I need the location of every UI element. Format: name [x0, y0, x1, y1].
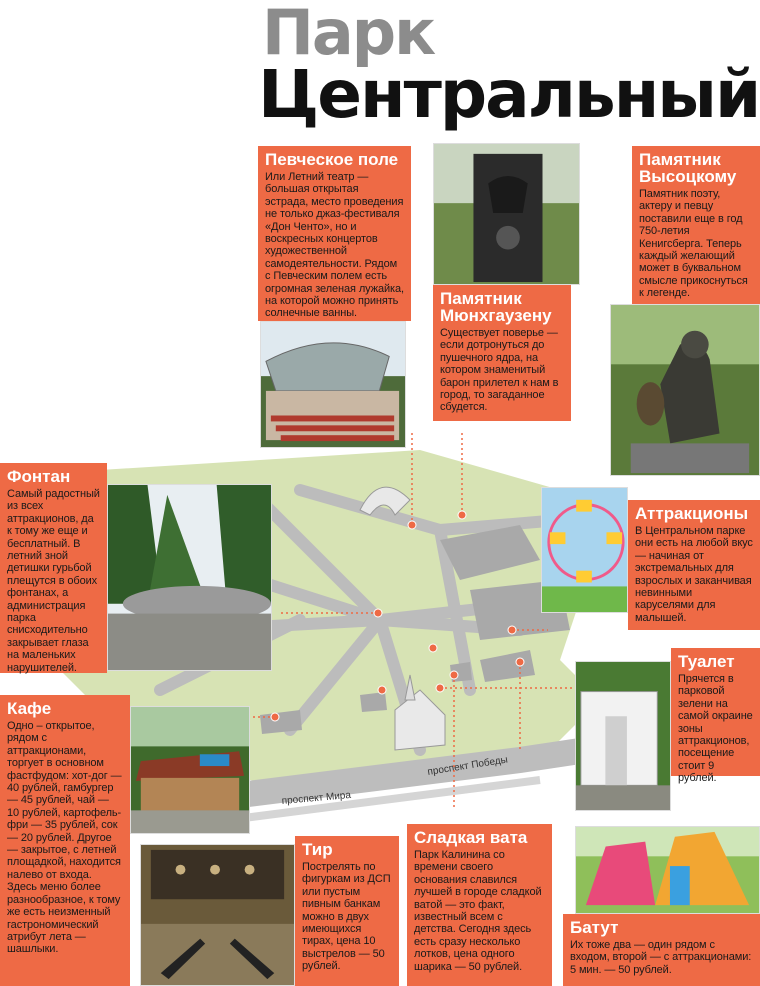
card-attractions-title: Аттракционы [635, 504, 749, 523]
card-trampoline-title: Батут [570, 918, 619, 937]
card-trampoline [563, 914, 760, 986]
card-singing-field-text: Или Летний театр — большая открытая эстрада, место проведения не только джаз-фестиваля «Дон Ченто», но и воскресных концертов художественной самодеятельности. Рядом с Певческим полем есть огромная зеленая лужайка, на которой можно принять солнечные ванны. [265, 171, 404, 320]
card-munchausen-title: Памятник Мюнхгаузену [440, 289, 552, 325]
photo-trampoline [575, 826, 760, 914]
card-singing-field [258, 146, 411, 321]
card-trampoline-text: Их тоже два — один рядом с входом, второй — с аттракционами: 5 мин. — 50 рублей. [570, 939, 752, 976]
card-cotton-candy-text: Парк Калинина со времени своего основания славился лучшей в городе сладкой ватой — это факт, известный всем с детства. Сегодня здесь есть сразу несколько лотков, цена одного шарика — 50 рублей. [414, 849, 542, 973]
photo-munchausen [433, 143, 580, 285]
card-vysotsky-text: Памятник поэту, актеру и певцу поставили еще в год 750-летия Кенигсберга. Теперь каждый желающий может в буквальном смысле прикоснуться к легенде. [639, 188, 748, 300]
card-fountain-text: Самый радостный из всех аттракционов, да к тому же еще и бесплатный. В летний зной детишки гурьбой плещутся в обоих фонтанах, а администрация парка снисходительно закрывает глаза на маленьких нарушителей. [7, 488, 100, 674]
road-label-mira: проспект Мира [281, 789, 352, 807]
photo-vysotsky [610, 304, 760, 476]
card-vysotsky [632, 146, 760, 304]
card-cafe [0, 695, 130, 986]
card-cotton-candy-title: Сладкая вата [414, 828, 528, 847]
card-toilet-title: Туалет [678, 652, 735, 671]
photo-toilet [575, 661, 671, 811]
photo-singing-field [260, 321, 406, 448]
photo-shooting [140, 844, 295, 986]
card-toilet-text: Прячется в парковой зелени на самой окраине зоны аттракционов, посещение стоит 9 рублей. [678, 673, 753, 785]
card-toilet [671, 648, 760, 785]
card-munchausen [433, 285, 571, 421]
card-cotton-candy [407, 824, 552, 986]
card-vysotsky-title: Памятник Высоцкому [639, 150, 737, 186]
card-singing-field-title: Певческое поле [265, 150, 399, 169]
title-line-1: Парк [262, 0, 435, 69]
road-label-pobedy: проспект Победы [426, 754, 509, 778]
photo-fountain [107, 484, 272, 671]
card-shooting-text: Пострелять по фигуркам из ДСП или пустым пивным банкам можно в двух имеющихся тирах, цена 10 выстрелов — 50 рублей. [302, 861, 391, 973]
title-line-2: Центральный [258, 56, 760, 133]
card-attractions [628, 500, 760, 630]
photo-cafe [130, 706, 250, 834]
card-shooting [295, 836, 399, 986]
card-shooting-title: Тир [302, 840, 333, 859]
photo-attractions [541, 487, 628, 613]
card-munchausen-text: Существует поверье — если дотронуться до пушечного ядра, на котором знаменитый барон прилетел к нам в город, то загаданное сбудется. [440, 327, 559, 414]
card-attractions-text: В Центральном парке они есть на любой вкус — начиная от экстремальных для взрослых и заканчивая невинными каруселями для малышей. [635, 525, 753, 624]
card-fountain-title: Фонтан [7, 467, 71, 486]
card-cafe-text: Одно – открытое, рядом с аттракционами, торгует в основном фастфудом: хот-дог — 40 рублей, гамбургер — 45 рублей, чай — 10 рублей, картофель-фри — 35 рублей, сок — 20 рублей. Другое — закрытое, с летней площадкой, находится налево от входа. Здесь меню более разнообразное, к тому же есть неизменный гастрономический атрибут лета — шашлыки. [7, 720, 122, 956]
card-cafe-title: Кафе [7, 699, 52, 718]
card-fountain [0, 463, 107, 673]
